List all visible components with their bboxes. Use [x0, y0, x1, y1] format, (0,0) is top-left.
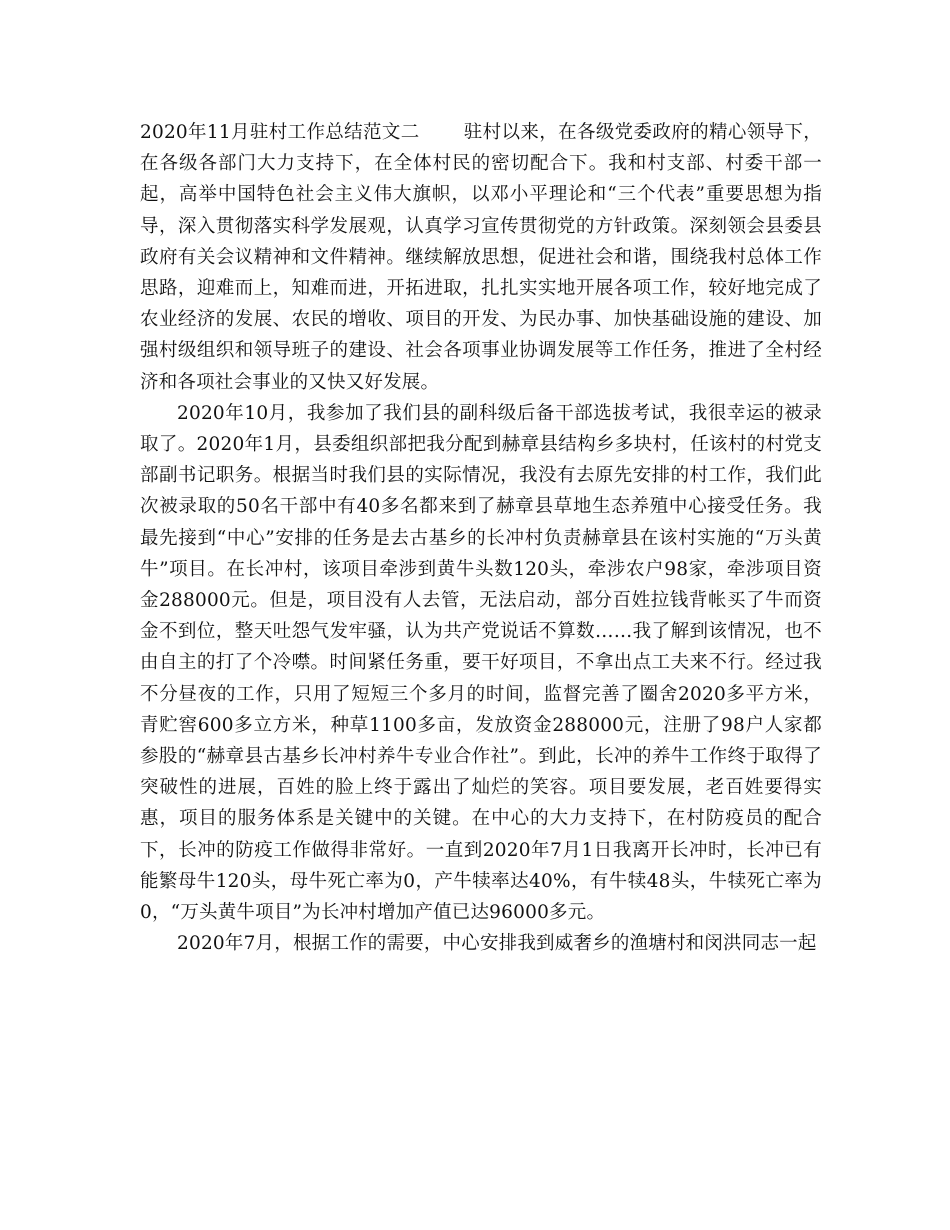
- paragraph-2: 2020年10月，我参加了我们县的副科级后备干部选拔考试，我很幸运的被录取了。2020年1月，县委组织部把我分配到赫章县结构乡多块村，任该村的村党支部副书记职务。根据当时我们县的实际情况，我没有去原先安排的村工作，我们此次被录取的50名干部中有40多名都来到了赫章县草地生态养殖中心接受任务。我最先接到“中心”安排的任务是去古基乡的长冲村负责赫章县在该村实施的“万头黄牛”项目。在长冲村，该项目牵涉到黄牛头数120头，牵涉农户98家，牵涉项目资金288000元。但是，项目没有人去管，无法启动，部分百姓拉钱背帐买了牛而资金不到位，整天吐怨气发牢骚，认为共产党说话不算数……我了解到该情况，也不由自主的打了个冷噤。时间紧任务重，要干好项目，不拿出点工夫来不行。经过我不分昼夜的工作，只用了短短三个多月的时间，监督完善了圈舍2020多平方米，青贮窖600多立方米，种草1100多亩，发放资金288000元，注册了98户人家都参股的“赫章县古基乡长冲村养牛专业合作社”。到此，长冲的养牛工作终于取得了突破性的进展，百姓的脸上终于露出了灿烂的笑容。项目要发展，老百姓要得实惠，项目的服务体系是关键中的关键。在中心的大力支持下，在村防疫员的配合下，长冲的防疫工作做得非常好。一直到2020年7月1日我离开长冲时，长冲已有能繁母牛120头，母牛死亡率为0，产牛犊率达40%，有牛犊48头，牛犊死亡率为0，“万头黄牛项目”为长冲村增加产值已达96000多元。: [140, 402, 822, 924]
- paragraph-1: 驻村以来，在各级党委政府的精心领导下，在各级各部门大力支持下，在全体村民的密切配合下。我和村支部、村委干部一起，高举中国特色社会主义伟大旗帜，以邓小平理论和“三个代表”重要思想为指导，深入贯彻落实科学发展观，认真学习宣传贯彻党的方针政策。深刻领会县委县政府有关会议精神和文件精神。继续解放思想，促进社会和谐，围绕我村总体工作思路，迎难而上，知难而进，开拓进取，扎扎实实地开展各项工作，较好地完成了农业经济的发展、农民的增收、项目的开发、为民办事、加快基础设施的建设、加强村级组织和领导班子的建设、社会各项事业协调发展等工作任务，推进了全村经济和各项社会事业的又快又好发展。: [140, 122, 822, 393]
- paragraph-3: 2020年7月，根据工作的需要，中心安排我到威奢乡的渔塘村和闵洪同志一起: [177, 933, 817, 955]
- intro-paragraph: [140, 117, 822, 398]
- document-title: 2020年11月驻村工作总结范文二: [140, 122, 420, 143]
- document-body: [140, 117, 822, 959]
